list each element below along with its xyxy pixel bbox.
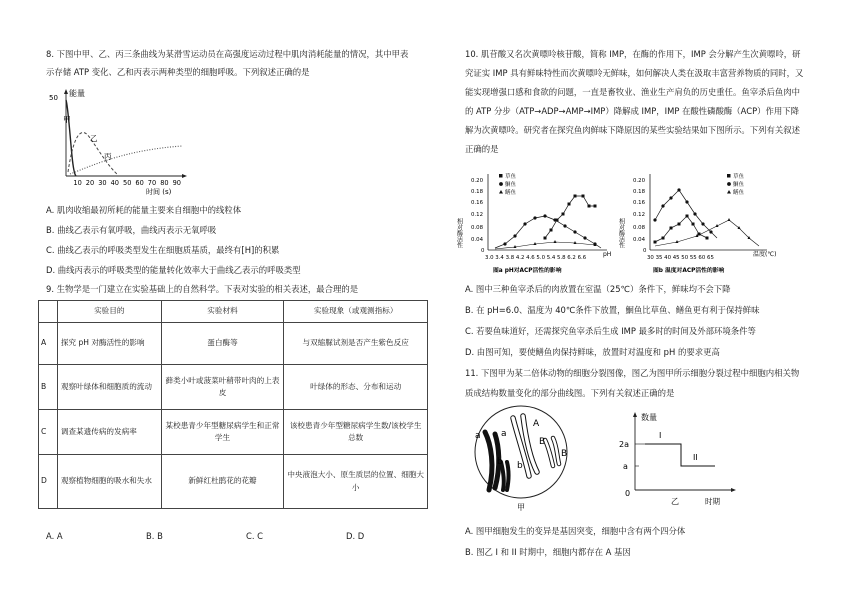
q10-stem-2: 究证实 IMP 具有鲜味特性而次黄嘌呤无鲜味，如何解决人类在汲取丰富营养物质的同时，又: [465, 68, 804, 78]
q8-option-d: D. 曲线丙表示的呼吸类型的能量转化效率大于曲线乙表示的呼吸类型: [46, 265, 301, 275]
q11-graph-xlabel: 时期: [705, 497, 720, 506]
q9-stem: 9. 生物学是一门建立在实验基础上的自然科学。下表对实验的相关表述，最合理的是: [46, 284, 359, 294]
chromosome-small-white: [545, 438, 559, 466]
q10-stem-5: 解为次黄嘌呤。研究者在探究鱼肉鲜味下降原因的某些实验结果如下图所示。下列有关叙述: [465, 125, 800, 135]
q11-stem-1: 11. 下图甲为某二倍体动物的细胞分裂图像，图乙为图甲所示细胞分裂过程中细胞内相关物: [465, 368, 800, 378]
svg-text:鮰鱼: 鮰鱼: [733, 182, 745, 188]
svg-text:0: 0: [643, 248, 647, 254]
table-row: C 调查某遗传病的发病率 某校患青少年型糖尿病学生和正常学生 该校患青少年型糖尿病学生数/该校学生总数: [39, 410, 428, 455]
q10-chart-temp-caption: 图b 温度对ACP活性的影响: [653, 268, 725, 274]
q10-chart-ph: [455, 168, 615, 276]
q11-fig-yi-label: 乙: [671, 497, 679, 506]
svg-text:鳝鱼: 鳝鱼: [733, 190, 745, 196]
q10-chart-temp-xlabel: 温度(℃): [753, 251, 777, 258]
q8-x-tick: 50: [123, 179, 132, 187]
q8-x-tick: 30: [98, 179, 107, 187]
q8-x-tick: 20: [85, 179, 95, 187]
svg-text:0.16: 0.16: [633, 200, 646, 206]
q9-header-purpose: 实验目的: [57, 301, 161, 323]
svg-text:B: B: [539, 437, 546, 447]
svg-text:0: 0: [481, 248, 485, 254]
svg-text:草鱼: 草鱼: [505, 174, 517, 180]
q9-answer-d: D. D: [346, 531, 365, 541]
q10-stem-1: 10. 肌苷酸又名次黄嘌呤核苷酸，简称 IMP，在酶的作用下，IMP 会分解产生次黄嘌呤，研: [465, 49, 801, 59]
svg-text:0.18: 0.18: [471, 189, 484, 195]
q10-chart-ph-xticks: 3.0 3.4 3.8 4.2 4.6 5.0 5.4 5.8 6.2 6.6: [485, 255, 587, 261]
svg-text:0.04: 0.04: [471, 237, 484, 243]
q8-x-ticks: [73, 179, 181, 187]
q10-stem-6: 正确的是: [465, 144, 499, 154]
q8-x-tick: 10: [73, 179, 82, 187]
q8-curve-jia: [66, 100, 76, 176]
q9-answer-b: B. B: [146, 531, 163, 541]
q10-chart-temp: [617, 168, 777, 276]
q11-stem-2: 质成结构数量变化的部分曲线图。下列有关叙述正确的是: [465, 388, 675, 398]
q8-xlabel: 时间 (s): [146, 188, 172, 196]
q9-answer-a: A. A: [46, 531, 63, 541]
q10-stem-3: 能实现增强口感和食欲的问题，一直是畜牧业、渔业生产肩负的历史重任。鱼宰杀后鱼肉中: [465, 87, 800, 97]
q8-label-jia: 甲: [63, 115, 71, 124]
q8-x-tick: 40: [110, 179, 119, 187]
svg-text:0.08: 0.08: [471, 225, 484, 231]
q8-option-a: A. 肌肉收缩最初所耗的能量主要来自细胞中的线粒体: [46, 205, 242, 215]
q10-option-a: A. 图中三种鱼宰杀后的肉放置在室温（25℃）条件下，鲜味均不会下降: [465, 284, 731, 294]
svg-text:0.04: 0.04: [633, 237, 646, 243]
q10-option-b: B. 在 pH=6.0、温度为 40℃条件下放置，鮰鱼比草鱼、鳝鱼更有利于保持鲜味: [465, 305, 760, 315]
q10-option-c: C. 若要鱼味道好，还需探究鱼宰杀后生成 IMP 最多时的时间及外部环境条件等: [465, 326, 756, 336]
svg-text:A: A: [533, 419, 540, 429]
q8-x-tick: 90: [172, 179, 181, 187]
svg-text:0: 0: [625, 489, 631, 498]
svg-text:b: b: [517, 461, 523, 471]
svg-text:0.08: 0.08: [633, 225, 646, 231]
svg-text:0.20: 0.20: [633, 178, 646, 184]
svg-text:a: a: [623, 462, 628, 471]
table-row: D 观察植物细胞的吸水和失水 新鲜红杜鹃花的花瓣 中央液泡大小、原生质层的位置、细胞大小: [39, 455, 428, 509]
q8-option-c: C. 曲线乙表示的呼吸类型发生在细胞质基质，最终有[H]的积累: [46, 245, 280, 255]
q11-option-b: B. 图乙 I 和 II 时期中，细胞内都存在 A 基因: [465, 547, 631, 557]
q8-energy-chart: [46, 86, 196, 198]
q8-label-yi: 乙: [90, 134, 98, 143]
q9-table: [38, 300, 428, 509]
q10-chart-temp-xticks: 30 35 40 45 50 55 60 65: [647, 255, 714, 261]
q11-cell-figure: [465, 404, 590, 514]
svg-text:0.12: 0.12: [633, 212, 646, 218]
q8-curve-bing: [70, 146, 182, 174]
svg-text:0.16: 0.16: [471, 200, 484, 206]
svg-text:b: b: [497, 457, 503, 467]
q10-chart-temp-ylabel: 相对酶活性: [617, 218, 625, 248]
table-row: A 探究 pH 对酶活性的影响 蛋白酶等 与双缩脲试剂是否产生紫色反应: [39, 323, 428, 365]
svg-text:鳝鱼: 鳝鱼: [505, 190, 517, 196]
q10-chart-ph-xlabel: pH: [603, 251, 612, 258]
q10-stem-4: 的 ATP 分步（ATP→ADP→AMP→IMP）降解成 IMP，IMP 在酸性磷酸酶（ACP）作用下降: [465, 106, 800, 116]
q8-label-bing: 丙: [104, 152, 112, 161]
q11-stage-1: I: [659, 431, 662, 440]
q8-ytick: 50: [49, 94, 58, 102]
q10-chart-ph-caption: 图a pH对ACP活性的影响: [493, 268, 562, 274]
table-row: B 观察叶绿体和细胞质的流动 藓类小叶或菠菜叶稍带叶肉的上表皮 叶绿体的形态、分布和运动: [39, 365, 428, 410]
q8-option-b: B. 曲线乙表示有氧呼吸，曲线丙表示无氧呼吸: [46, 225, 217, 235]
q11-step-graph: [615, 408, 745, 508]
q10-option-d: D. 由图可知，要使鳝鱼肉保持鲜味，放置时对温度和 pH 的要求更高: [465, 347, 720, 357]
q8-stem-line1: 8. 下图中甲、乙、丙三条曲线为某滑雪运动员在高强度运动过程中肌肉消耗能量的情况，其中甲表: [46, 49, 409, 59]
svg-text:鮰鱼: 鮰鱼: [505, 182, 517, 188]
q8-x-tick: 70: [147, 179, 157, 187]
q9-header-result: 实验现象（或观测指标）: [284, 301, 428, 323]
q10-chart-ph-ylabel: 相对酶活性: [455, 218, 463, 248]
svg-text:草鱼: 草鱼: [733, 174, 745, 180]
q11-fig-jia-label: 甲: [517, 503, 525, 512]
q9-header-material: 实验材料: [161, 301, 284, 323]
svg-text:a: a: [501, 429, 507, 439]
q11-graph-ylabel: 数量: [641, 413, 657, 422]
svg-text:0.12: 0.12: [471, 212, 484, 218]
svg-text:2a: 2a: [619, 440, 629, 449]
q8-x-tick: 80: [160, 179, 169, 187]
svg-text:a: a: [475, 431, 481, 441]
q8-ylabel: 能量: [69, 89, 85, 98]
q11-option-a: A. 图甲细胞发生的变异是基因突变，细胞中含有两个四分体: [465, 526, 686, 536]
svg-text:0.18: 0.18: [633, 189, 646, 195]
q11-stage-2: II: [693, 453, 698, 462]
q9-answer-c: C. C: [246, 531, 264, 541]
svg-text:0.20: 0.20: [471, 178, 484, 184]
q8-stem-line2: 示存储 ATP 变化、乙和丙表示两种类型的细胞呼吸。下列叙述正确的是: [46, 67, 310, 77]
svg-text:B: B: [561, 449, 568, 459]
q8-x-tick: 60: [135, 179, 144, 187]
